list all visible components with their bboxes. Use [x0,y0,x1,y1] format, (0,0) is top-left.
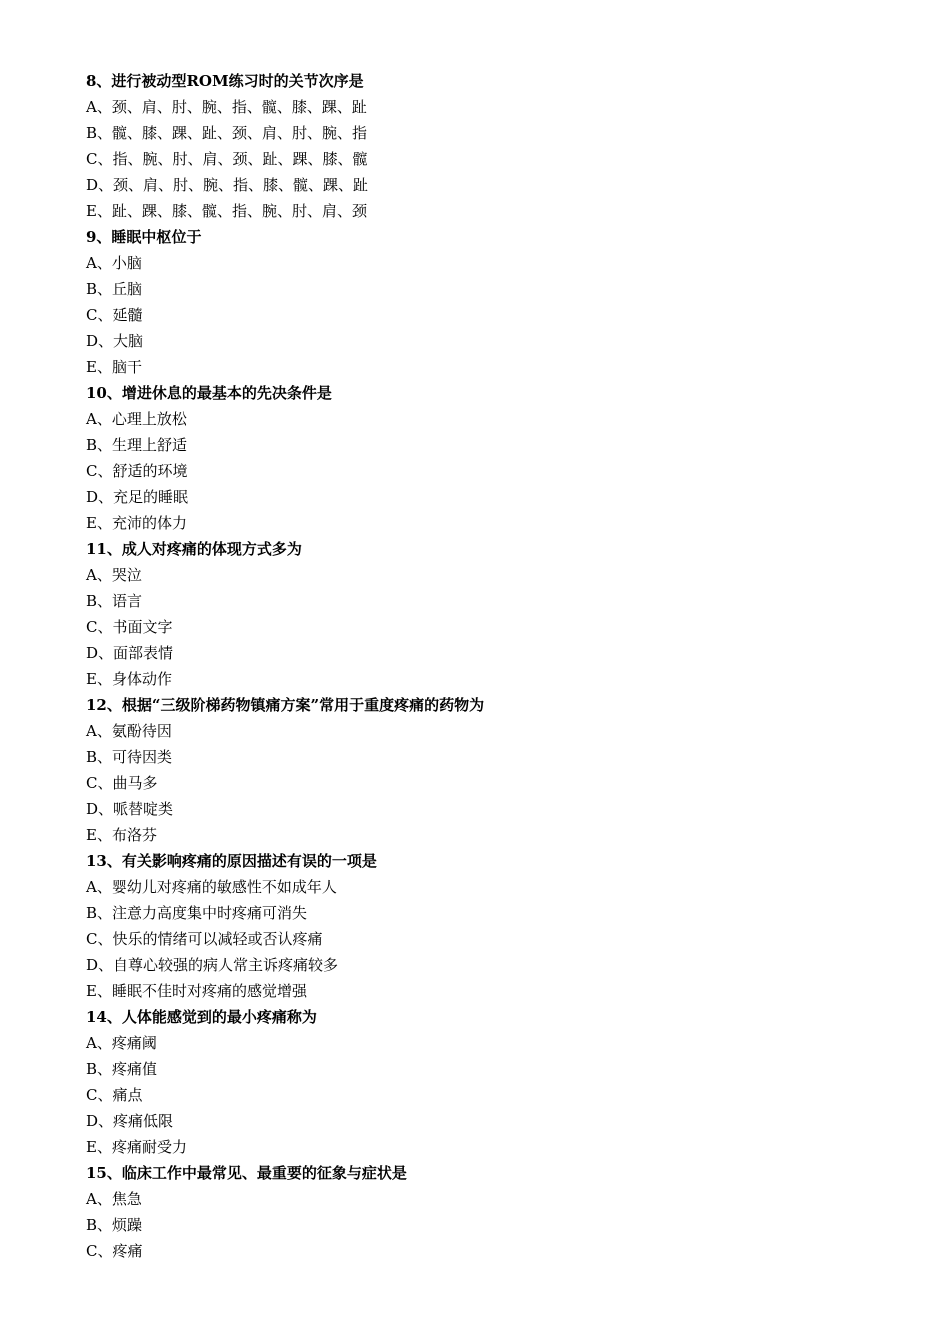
question-title: 15、临床工作中最常见、最重要的征象与症状是 [86,1164,407,1182]
option-c: C、舒适的环境 [86,462,188,480]
option-d: D、大脑 [86,332,144,350]
question-12 [86,692,906,848]
question-10 [86,380,906,536]
option-e: E、脑干 [86,358,142,376]
option-a: A、心理上放松 [86,410,187,428]
option-c: C、延髓 [86,306,143,324]
option-b: B、注意力高度集中时疼痛可消失 [86,904,308,922]
question-title: 9、睡眠中枢位于 [86,228,202,246]
option-c: C、快乐的情绪可以减轻或否认疼痛 [86,930,323,948]
option-b: B、丘脑 [86,280,143,298]
option-b: B、疼痛值 [86,1060,158,1078]
option-a: A、焦急 [86,1190,142,1208]
option-c: C、痛点 [86,1086,143,1104]
option-d: D、颈、肩、肘、腕、指、膝、髋、踝、趾 [86,176,369,194]
exam-page [86,68,906,1264]
option-e: E、布洛芬 [86,826,157,844]
option-c: C、疼痛 [86,1242,143,1260]
question-14 [86,1004,906,1160]
question-title: 10、增进休息的最基本的先决条件是 [86,384,332,402]
option-b: B、髋、膝、踝、趾、颈、肩、肘、腕、指 [86,124,368,142]
question-title: 8、进行被动型ROM练习时的关节次序是 [86,72,364,90]
option-a: A、疼痛阈 [86,1034,157,1052]
option-c: C、指、腕、肘、肩、颈、趾、踝、膝、髋 [86,150,368,168]
option-e: E、身体动作 [86,670,172,688]
question-9 [86,224,906,380]
option-e: E、趾、踝、膝、髋、指、腕、肘、肩、颈 [86,202,367,220]
option-a: A、氨酚待因 [86,722,172,740]
option-d: D、面部表情 [86,644,174,662]
option-d: D、自尊心较强的病人常主诉疼痛较多 [86,956,339,974]
option-b: B、烦躁 [86,1216,143,1234]
question-title: 13、有关影响疼痛的原因描述有误的一项是 [86,852,377,870]
question-15 [86,1160,906,1264]
option-e: E、睡眠不佳时对疼痛的感觉增强 [86,982,307,1000]
option-e: E、充沛的体力 [86,514,187,532]
question-title: 14、人体能感觉到的最小疼痛称为 [86,1008,317,1026]
option-a: A、颈、肩、肘、腕、指、髋、膝、踝、趾 [86,98,367,116]
option-d: D、疼痛低限 [86,1112,174,1130]
option-a: A、哭泣 [86,566,142,584]
option-a: A、婴幼儿对疼痛的敏感性不如成年人 [86,878,337,896]
option-e: E、疼痛耐受力 [86,1138,187,1156]
option-b: B、语言 [86,592,143,610]
option-b: B、生理上舒适 [86,436,188,454]
option-c: C、书面文字 [86,618,173,636]
option-a: A、小脑 [86,254,142,272]
question-8 [86,68,906,224]
option-d: D、哌替啶类 [86,800,174,818]
option-c: C、曲马多 [86,774,158,792]
option-d: D、充足的睡眠 [86,488,189,506]
question-13 [86,848,906,1004]
question-title: 12、根据“三级阶梯药物镇痛方案”常用于重度疼痛的药物为 [86,696,485,714]
option-b: B、可待因类 [86,748,173,766]
question-11 [86,536,906,692]
question-title: 11、成人对疼痛的体现方式多为 [86,540,302,558]
